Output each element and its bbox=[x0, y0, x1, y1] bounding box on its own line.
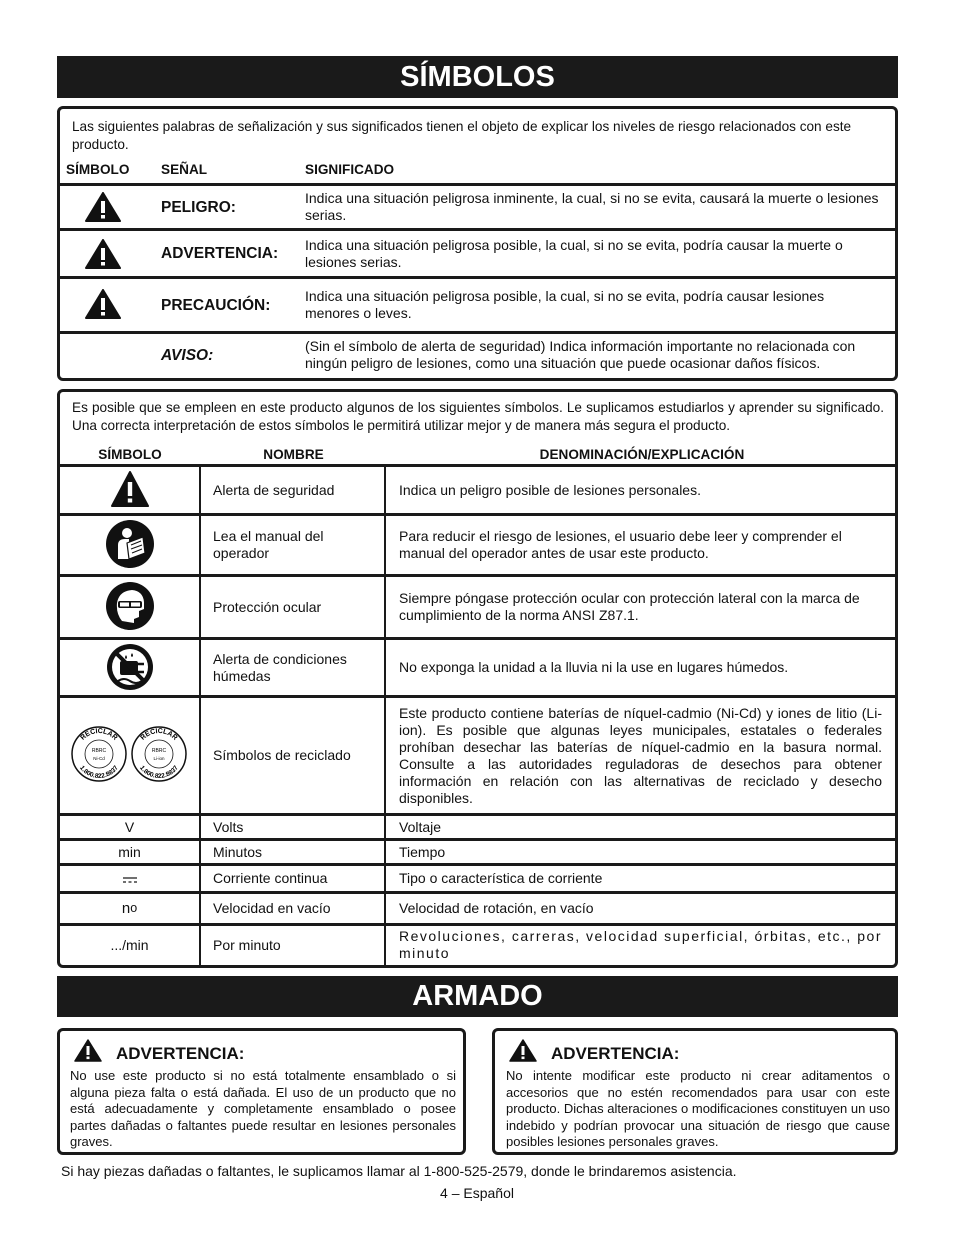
symbol-explanation: Tiempo bbox=[399, 843, 446, 860]
read-manual-icon bbox=[105, 519, 155, 569]
armado-title: ARMADO bbox=[412, 980, 543, 1012]
symbol-name: Protección ocular bbox=[213, 598, 322, 615]
svg-text:Ni-Cd: Ni-Cd bbox=[93, 756, 105, 761]
symbol-name: Velocidad en vacío bbox=[213, 900, 331, 916]
symbol-explanation: Revoluciones, carreras, velocidad superficial, órbitas, etc., por minuto bbox=[399, 928, 882, 961]
svg-text:Li-ion: Li-ion bbox=[153, 756, 165, 761]
symbol-explanation: No exponga la unidad a la lluvia ni la use en lugares húmedos. bbox=[399, 659, 789, 675]
signal-meaning: Indica una situación peligrosa posible, la cual, si no se evita, podría causar lesiones menores o leves. bbox=[305, 288, 825, 321]
symbol-explanation: Velocidad de rotación, en vacío bbox=[399, 900, 594, 916]
signal-label: AVISO: bbox=[161, 346, 214, 364]
svg-text:1.800.822.8837: 1.800.822.8837 bbox=[78, 764, 120, 781]
warning-triangle-icon bbox=[85, 239, 121, 269]
symbol-name: Minutos bbox=[213, 843, 263, 860]
symbol-explanation: Indica un peligro posible de lesiones personales. bbox=[399, 481, 701, 498]
symbol-name: Por minuto bbox=[213, 936, 281, 953]
warning-triangle-icon bbox=[85, 192, 121, 222]
symbol-explanation: Este producto contiene baterías de níquel-cadmio (Ni-Cd) y iones de litio (Li-ion). Es posible que algunas leyes municipales, estatales o federales prohíban desechar las baterías de níquel-cadmio en la basura normal. Consulte a las autoridades reguladoras de desechos para obtener información en relación con las alternativas de reciclado y desecho disponibles. bbox=[399, 704, 882, 806]
warning-title: ADVERTENCIA: bbox=[116, 1044, 245, 1063]
symbols-intro: Es posible que se empleen en este producto algunos de los siguientes símbolos. Le suplicamos estudiarlos y aprender su significado. Una correcta interpretación de estos símbolos le permitirá utilizar mejor y de manera más segura el producto. bbox=[72, 400, 884, 433]
signal-meaning: Indica una situación peligrosa inminente, la cual, si no se evita, causará la muerte o lesiones serias. bbox=[305, 190, 879, 223]
signal-header-meaning: SIGNIFICADO bbox=[305, 162, 395, 177]
warning-body: No intente modificar este producto ni crear aditamentos o accesorios que no estén recomendados para usar con este producto. Dichas alteraciones o modificaciones constituyen un uso indebido y podrían provocar una situación de riesgo que cause posibles lesiones personales graves. bbox=[506, 1068, 890, 1149]
warning-box-modification bbox=[492, 1028, 898, 1155]
symbol-text: V bbox=[124, 818, 135, 835]
symbol-explanation: Tipo o característica de corriente bbox=[399, 870, 603, 886]
warning-triangle-icon bbox=[509, 1039, 537, 1062]
wet-conditions-icon bbox=[106, 643, 154, 691]
symbols-header-name: NOMBRE bbox=[263, 447, 324, 462]
symbol-explanation: Siempre póngase protección ocular con protección lateral con la marca de cumplimiento de la norma ANSI Z87.1. bbox=[399, 590, 860, 623]
svg-text:RBRC: RBRC bbox=[91, 748, 107, 754]
symbol-name: Alerta de seguridad bbox=[213, 481, 335, 498]
footer-note: Si hay piezas dañadas o faltantes, le suplicamos llamar al 1-800-525-2579, donde le brindaremos asistencia. bbox=[61, 1163, 737, 1179]
svg-text:RBRC: RBRC bbox=[151, 748, 167, 754]
symbol-explanation: Voltaje bbox=[399, 818, 442, 835]
warning-triangle-icon bbox=[85, 289, 121, 319]
signal-header-signal: SEÑAL bbox=[161, 162, 208, 177]
symbols-header-explanation: DENOMINACIÓN/EXPLICACIÓN bbox=[539, 447, 745, 462]
recycle-seal-icon bbox=[70, 725, 190, 783]
svg-text:1.800.822.8837: 1.800.822.8837 bbox=[138, 764, 180, 781]
signal-label: ADVERTENCIA: bbox=[161, 245, 279, 262]
symbol-text: .../min bbox=[110, 936, 149, 953]
direct-current-icon bbox=[122, 876, 138, 884]
safety-alert-icon bbox=[110, 470, 150, 508]
svg-text:RECICLAR: RECICLAR bbox=[139, 727, 179, 742]
symbol-text: n o bbox=[121, 900, 138, 917]
simbolos-title: SÍMBOLOS bbox=[400, 61, 555, 93]
signal-label: PELIGRO: bbox=[161, 198, 236, 216]
simbolos-banner bbox=[57, 56, 898, 98]
symbol-explanation: Para reducir el riesgo de lesiones, el usuario debe leer y comprender el manual del operador antes de usar este producto. bbox=[399, 528, 842, 561]
signal-label: PRECAUCIÓN: bbox=[161, 296, 271, 314]
symbol-text: min bbox=[118, 843, 141, 860]
signal-meaning: Indica una situación peligrosa posible, la cual, si no se evita, podría causar la muerte o lesiones serias. bbox=[305, 236, 843, 270]
symbols-header-symbol: SÍMBOLO bbox=[98, 447, 162, 462]
warning-title: ADVERTENCIA: bbox=[551, 1044, 680, 1063]
symbol-name: Corriente continua bbox=[213, 870, 328, 886]
symbol-name: Alerta de condiciones húmedas bbox=[213, 650, 347, 684]
warning-body: No use este producto si no está totalmente ensamblado o si alguna pieza falta o está dañada. El uso de un producto que no está adecuadamente y completamente ensamblado o posee partes dañadas o faltantes puede resultar en lesiones personales graves. bbox=[70, 1068, 456, 1149]
eye-protection-icon bbox=[105, 581, 155, 631]
signal-meaning: (Sin el símbolo de alerta de seguridad) Indica información importante no relacionada con ningún peligro de lesiones, como una situación que puede ocasionar daños físicos. bbox=[305, 338, 856, 371]
signal-header-symbol: SÍMBOLO bbox=[66, 162, 130, 177]
page-number: 4 – Español bbox=[440, 1185, 514, 1201]
armado-banner bbox=[57, 976, 898, 1017]
warning-box-assembly bbox=[57, 1028, 466, 1155]
warning-triangle-icon bbox=[74, 1039, 102, 1062]
symbol-name: Lea el manual del operador bbox=[213, 528, 324, 561]
signal-intro: Las siguientes palabras de señalización y sus significados tienen el objeto de explicar los niveles de riesgo relacionados con este producto. bbox=[72, 119, 852, 152]
symbol-name: Símbolos de reciclado bbox=[213, 747, 351, 763]
symbol-name: Volts bbox=[213, 818, 244, 835]
svg-text:RECICLAR: RECICLAR bbox=[79, 727, 119, 742]
